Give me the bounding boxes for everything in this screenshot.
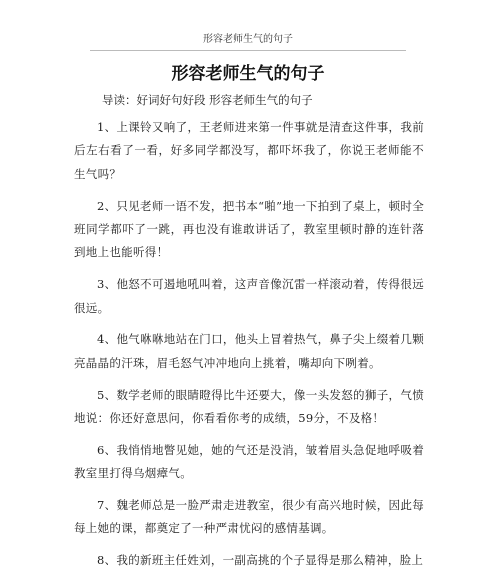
paragraph-3: 3、他怒不可遏地吼叫着，这声音像沉雷一样滚动着，传得很远很远。: [74, 277, 424, 315]
header-rule: [90, 50, 406, 51]
document-body: [74, 116, 424, 581]
paragraph-7: 7、魏老师总是一脸严肃走进教室，很少有高兴地时候，因此每每上她的课，都奠定了一种严肃忧闷的感情基调。: [74, 498, 424, 536]
paragraph-4: 4、他气咻咻地站在门口，他头上冒着热气，鼻子尖上缀着几颗亮晶晶的汗珠，眉毛怒气冲冲地向上挑着，嘴却向下咧着。: [74, 332, 424, 370]
page-header: 形容老师生气的句子: [203, 34, 293, 45]
paragraph-2: 2、只见老师一语不发，把书本“啪”地一下拍到了桌上，顿时全班同学都吓了一跳，再也没有谁敢讲话了，教室里顿时静的连针落到地上也能听得！: [74, 198, 424, 260]
paragraph-1: 1、上课铃又响了，王老师进来第一件事就是清查这件事，我前后左右看了一看，好多同学都没写，都吓坏我了，你说王老师能不生气吗？: [74, 120, 424, 181]
paragraph-6: 6、我悄悄地瞥见她，她的气还是没消，皱着眉头急促地呼吸着教室里打得乌烟瘴气。: [74, 442, 424, 481]
document-title: 形容老师生气的句子: [171, 64, 325, 84]
paragraph-5: 5、数学老师的眼睛瞪得比牛还要大，像一头发怒的狮子，气愤地说：你还好意思问，你看看你考的成绩，59分，不及格！: [74, 387, 424, 426]
guide-line: 导读：好词好句好段 形容老师生气的句子: [102, 93, 313, 107]
paragraph-8: 8、我的新班主任姓刘，一副高挑的个子显得是那么精神，脸上: [97, 553, 424, 568]
